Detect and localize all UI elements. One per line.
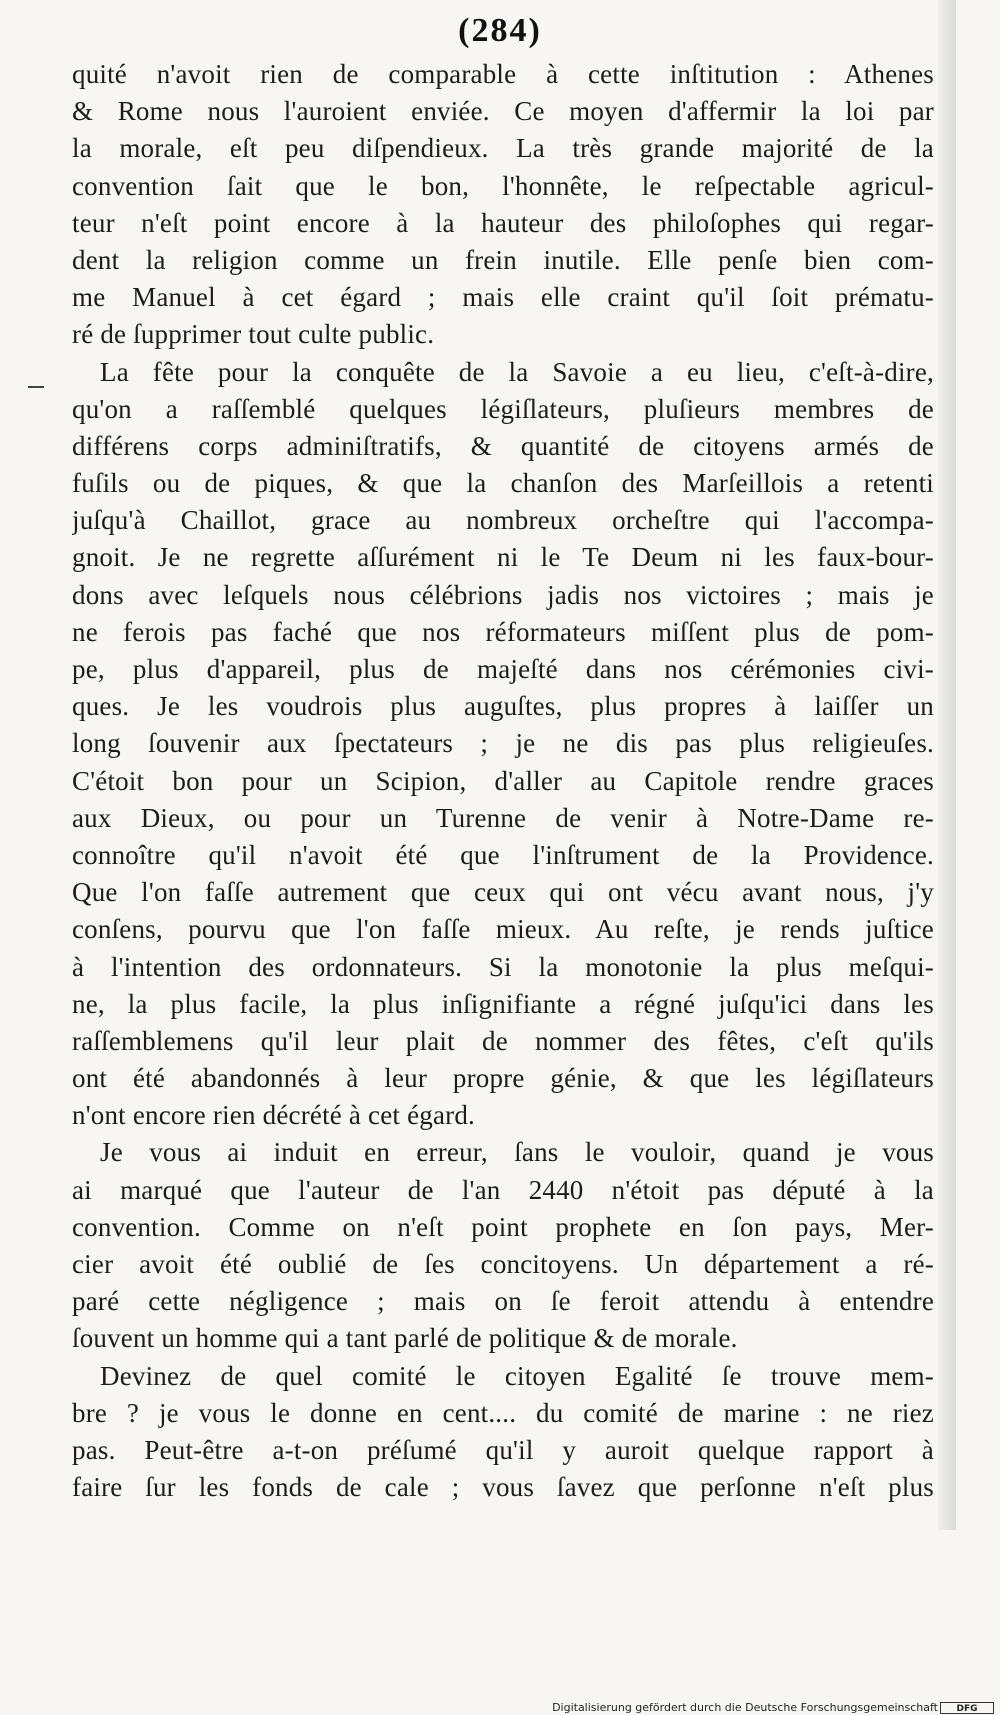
text-line: connoître qu'il n'avoit été que l'inſtrument de la Providence.	[72, 839, 934, 870]
text-line: convention ſait que le bon, l'honnête, le reſpectable agricul-	[72, 170, 934, 201]
text-line: convention. Comme on n'eſt point prophete en ſon pays, Mer-	[72, 1211, 934, 1242]
paragraph-3	[72, 1134, 934, 1357]
text-line: ai marqué que l'auteur de l'an 2440 n'étoit pas député à la	[72, 1174, 934, 1205]
text-line: qu'on a raſſemblé quelques légiſlateurs, pluſieurs membres de	[72, 393, 934, 424]
text-line: Je vous ai induit en erreur, ſans le vouloir, quand je vous	[100, 1137, 934, 1168]
text-line: ques. Je les voudrois plus auguſtes, plus propres à laiſſer un	[72, 691, 934, 722]
text-line: ne, la plus facile, la plus inſignifiante a régné juſqu'ici dans les	[72, 988, 934, 1019]
text-line: gnoit. Je ne regrette aſſurément ni le Te Deum ni les faux-bour-	[72, 542, 934, 573]
text-line: cier avoit été oublié de ſes concitoyens. Un département a ré-	[72, 1249, 934, 1279]
text-line: ne ferois pas faché que nos réformateurs miſſent plus de pom-	[72, 616, 934, 647]
text-line: dent la religion comme un frein inutile. Elle penſe bien com-	[72, 244, 934, 275]
page-edge-shadow	[938, 0, 956, 1530]
text-line: ont été abandonnés à leur propre génie, & que les légiſlateurs	[72, 1063, 934, 1094]
text-line: pas. Peut-être a-t-on préſumé qu'il y auroit quelque rapport à	[72, 1434, 934, 1465]
text-line: C'étoit bon pour un Scipion, d'aller au Capitole rendre graces	[72, 765, 934, 796]
text-line: faire ſur les fonds de cale ; vous ſavez que perſonne n'eſt plus	[72, 1472, 934, 1503]
text-line: dons avec leſquels nous célébrions jadis nos victoires ; mais je	[72, 579, 934, 610]
text-line: conſens, pourvu que l'on faſſe mieux. Au reſte, je rends juſtice	[72, 914, 934, 945]
dfg-logo: DFG	[940, 1702, 994, 1714]
text-line: la morale, eſt peu diſpendieux. La très grande majorité de la	[72, 133, 934, 164]
text-line: La fête pour la conquête de la Savoie a eu lieu, c'eſt-à-dire,	[100, 356, 934, 387]
body-text	[72, 56, 934, 1506]
text-line: ré de ſupprimer tout culte public.	[72, 319, 435, 350]
text-line: paré cette négligence ; mais on ſe feroit attendu à entendre	[72, 1286, 934, 1317]
text-line: juſqu'à Chaillot, grace au nombreux orcheſtre qui l'accompa-	[72, 505, 934, 536]
margin-mark	[28, 386, 44, 388]
text-line: raſſemblemens qu'il leur plait de nommer des fêtes, c'eſt qu'ils	[72, 1025, 934, 1056]
text-line: Devinez de quel comité le citoyen Egalité ſe trouve mem-	[100, 1360, 934, 1391]
text-line: me Manuel à cet égard ; mais elle craint qu'il ſoit prématu-	[72, 282, 934, 313]
paragraph-1	[72, 56, 934, 354]
text-line: pe, plus d'appareil, plus de majeſté dans nos cérémonies civi-	[72, 654, 934, 684]
page-number: (284)	[458, 12, 542, 49]
text-line: aux Dieux, ou pour un Turenne de venir à Notre-Dame re-	[72, 802, 934, 833]
paragraph-2	[72, 354, 934, 1135]
text-line: bre ? je vous le donne en cent.... du comité de marine : ne riez	[72, 1397, 934, 1428]
text-line: fuſils ou de piques, & que la chanſon des Marſeillois a retenti	[72, 468, 934, 499]
text-line: & Rome nous l'auroient enviée. Ce moyen d'affermir la loi par	[72, 96, 934, 127]
text-line: n'ont encore rien décrété à cet égard.	[72, 1100, 475, 1131]
text-line: teur n'eſt point encore à la hauteur des philoſophes qui regar-	[72, 207, 934, 238]
text-line: Que l'on faſſe autrement que ceux qui ont vécu avant nous, j'y	[72, 877, 934, 908]
paragraph-4	[72, 1358, 934, 1507]
text-line: à l'intention des ordonnateurs. Si la monotonie la plus meſqui-	[72, 951, 934, 982]
text-line: long ſouvenir aux ſpectateurs ; je ne dis pas plus religieuſes.	[72, 728, 934, 759]
text-line: différens corps adminiſtratifs, & quantité de citoyens armés de	[72, 430, 934, 461]
digitization-credit: Digitalisierung gefördert durch die Deutsche Forschungsgemeinschaft	[552, 1701, 938, 1714]
text-line: ſouvent un homme qui a tant parlé de politique & de morale.	[72, 1323, 738, 1354]
text-line: quité n'avoit rien de comparable à cette inſtitution : Athenes	[72, 59, 934, 89]
